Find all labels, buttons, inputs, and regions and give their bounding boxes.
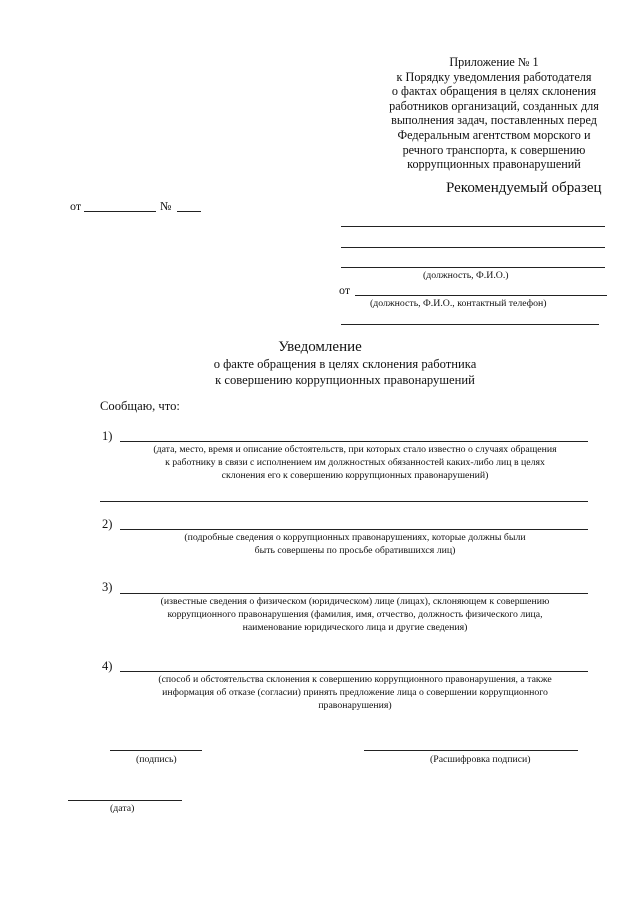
appendix-line: выполнения задач, поставленных перед — [391, 113, 597, 128]
caption-line: склонения его к совершению коррупционных правонарушений) — [221, 470, 489, 481]
caption-line: к работнику в связи с исполнением им должностных обязанностей каких-либо лиц в целях — [165, 457, 545, 468]
appendix-header — [360, 55, 628, 172]
item-number: 2) — [102, 517, 113, 531]
appendix-line: коррупционных правонарушений — [407, 157, 581, 172]
caption-line: (известные сведения о физическом (юридическом) лице (лицах), склоняющем к совершению — [160, 596, 550, 607]
appendix-line: Приложение № 1 — [449, 55, 539, 69]
appendix-line: к Порядку уведомления работодателя — [396, 69, 592, 84]
caption-line: (способ и обстоятельства склонения к совершению коррупционного правонарушения, а также — [158, 674, 552, 685]
item-2-line[interactable] — [120, 529, 588, 530]
caption-line: наименование юридического лица и другие сведения) — [242, 622, 468, 633]
item-4-line[interactable] — [120, 671, 588, 672]
date-blank-line[interactable] — [84, 211, 156, 212]
appendix-line: речного транспорта, к совершению — [402, 142, 586, 157]
date-line[interactable] — [68, 800, 182, 801]
sender-caption: (должность, Ф.И.О., контактный телефон) — [370, 298, 547, 309]
caption-line: (дата, место, время и описание обстоятельств, при которых стало известно о случаях обращения — [153, 444, 557, 455]
item-3-caption — [110, 595, 600, 634]
date-caption: (дата) — [110, 803, 135, 814]
position-caption: (должность, Ф.И.О.) — [423, 270, 509, 281]
caption-line: информация об отказе (согласии) принять предложение лица о совершении коррупционного — [162, 687, 548, 698]
item-1-caption — [110, 443, 600, 482]
sender-line-1[interactable] — [355, 295, 607, 296]
signature-caption: (подпись) — [136, 754, 177, 765]
item-3-line[interactable] — [120, 593, 588, 594]
recommended-sample-label: Рекомендуемый образец — [446, 180, 602, 196]
addressee-line-3[interactable] — [341, 267, 605, 268]
item-4-caption — [110, 673, 600, 712]
caption-line: быть совершены по просьбе обратившихся лиц) — [254, 545, 456, 556]
appendix-line: о фактах обращения в целях склонения — [391, 84, 597, 99]
item-1-extra-line[interactable] — [100, 501, 588, 502]
signature-line[interactable] — [110, 750, 202, 751]
caption-line: правонарушения) — [318, 700, 392, 711]
signature-decoding-line[interactable] — [364, 750, 578, 751]
from-label: от — [339, 283, 351, 297]
item-2-caption — [110, 531, 600, 557]
item-number: 4) — [102, 659, 113, 673]
number-blank-line[interactable] — [177, 211, 201, 212]
addressee-line-2[interactable] — [341, 247, 605, 248]
addressee-line-1[interactable] — [341, 226, 605, 227]
document-title: Уведомление — [278, 339, 362, 355]
report-intro: Сообщаю, что: — [100, 399, 180, 413]
appendix-line: работников организаций, созданных для — [389, 98, 599, 113]
item-1-line[interactable] — [120, 441, 588, 442]
signature-decoding-caption: (Расшифровка подписи) — [430, 754, 531, 765]
subtitle-line-2: к совершению коррупционных правонарушений — [215, 373, 475, 387]
item-number: 3) — [102, 580, 113, 594]
caption-line: коррупционного правонарушения (фамилия, имя, отчество, должность физического лица, — [167, 609, 543, 620]
subtitle-line-1: о факте обращения в целях склонения работника — [213, 357, 477, 371]
sender-line-2[interactable] — [341, 324, 599, 325]
from-date-label: от — [70, 199, 82, 213]
item-number: 1) — [102, 429, 113, 443]
caption-line: (подробные сведения о коррупционных правонарушениях, которые должны были — [184, 532, 526, 543]
number-label: № — [160, 199, 172, 213]
appendix-line: Федеральным агентством морского и — [397, 127, 591, 142]
